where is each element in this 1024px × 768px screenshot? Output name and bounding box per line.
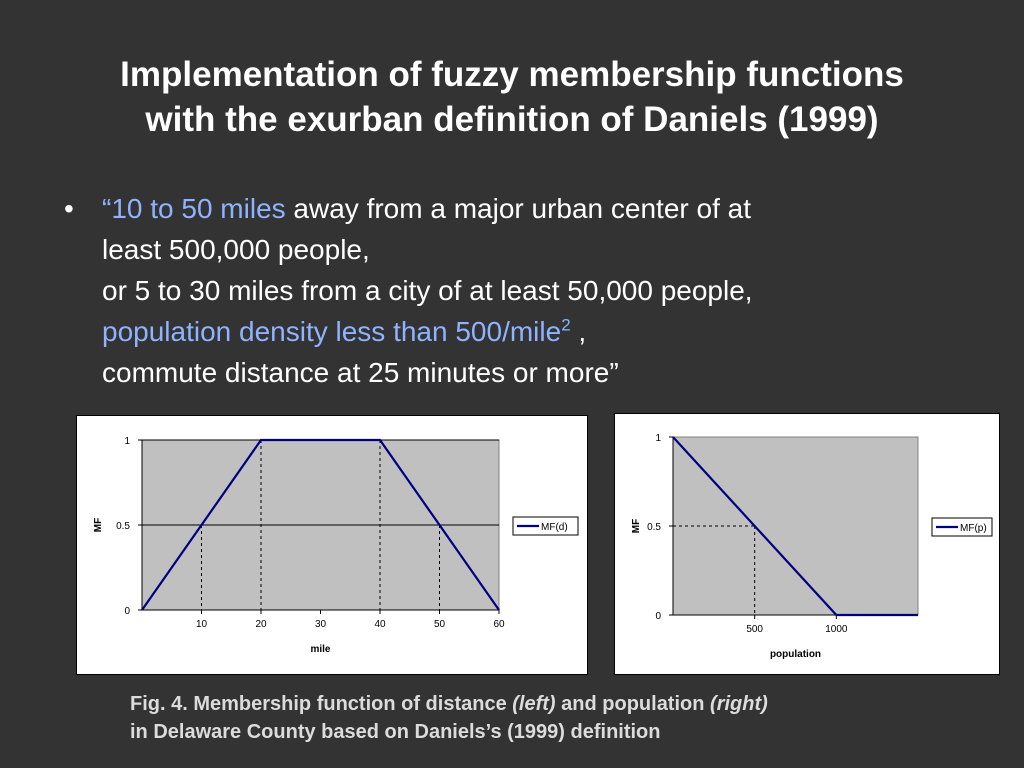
distance-chart-x-tick-label: 10: [195, 619, 208, 630]
population-chart-x-axis-title: population: [769, 649, 822, 660]
population-chart-y-tick-label: 0: [655, 611, 661, 622]
title-line-2: with the exurban definition of Daniels (1999): [145, 100, 879, 139]
population-chart-svg: [615, 414, 999, 674]
caption-line-1: [130, 690, 1010, 718]
distance-chart-x-tick-label: 60: [493, 619, 505, 630]
distance-chart-x-tick-label: 40: [374, 619, 386, 630]
distance-chart-y-axis-title: MF: [93, 517, 104, 533]
distance-chart-x-tick-label: 20: [255, 619, 267, 630]
bullet-line-2: least 500,000 people,: [102, 234, 370, 265]
population-chart-x-tick-label: 1000: [825, 624, 848, 635]
distance-chart-x-tick-label: 30: [314, 619, 327, 630]
distance-chart-legend-label: MF(d): [541, 522, 568, 533]
density-highlight: population density less than 500/mile: [102, 316, 562, 347]
caption-text-2: and population: [555, 693, 711, 715]
bullet-line-1: [102, 188, 753, 229]
population-membership-chart: [614, 413, 1000, 675]
population-chart-y-tick-label: 1: [655, 433, 661, 444]
distance-membership-chart: [76, 415, 588, 675]
population-chart-x-tick-label: 500: [746, 624, 764, 635]
bullet-line-3: or 5 to 30 miles from a city of at least 50,000 people,: [102, 275, 753, 306]
figure-caption: [130, 690, 1010, 746]
caption-left-word: (left): [512, 693, 556, 715]
caption-right-word: (right): [710, 693, 768, 715]
slide-title: [0, 52, 1024, 142]
distance-chart-y-tick-label: 0.5: [116, 521, 130, 532]
title-line-1: Implementation of fuzzy membership functions: [120, 55, 904, 94]
population-chart-y-tick-label: 0.5: [647, 522, 661, 533]
distance-chart-x-tick-label: 50: [433, 619, 446, 630]
density-superscript: 2: [561, 315, 571, 335]
distance-highlight: 10 to 50 miles: [111, 193, 286, 224]
caption-text-1: Fig. 4. Membership function of distance: [130, 693, 513, 715]
bullet-line-5: commute distance at 25 minutes or more”: [102, 357, 619, 388]
population-chart-legend-label: MF(p): [960, 523, 987, 534]
bullet-line-4: [102, 311, 753, 352]
distance-chart-svg: [77, 416, 587, 674]
caption-line-2: in Delaware County based on Daniels’s (1999) definition: [130, 721, 661, 743]
population-chart-y-axis-title: MF: [631, 518, 642, 534]
bullet-marker: •: [64, 193, 74, 224]
bullet-line-4-rest: ,: [570, 316, 587, 347]
distance-chart-y-tick-label: 1: [124, 436, 130, 447]
quote-open: “: [102, 193, 112, 224]
bullet-line-1-rest: away from a major urban center of at: [285, 193, 751, 224]
bullet-text: [102, 188, 753, 393]
distance-chart-x-axis-title: mile: [310, 644, 331, 655]
distance-chart-y-tick-label: 0: [124, 606, 130, 617]
